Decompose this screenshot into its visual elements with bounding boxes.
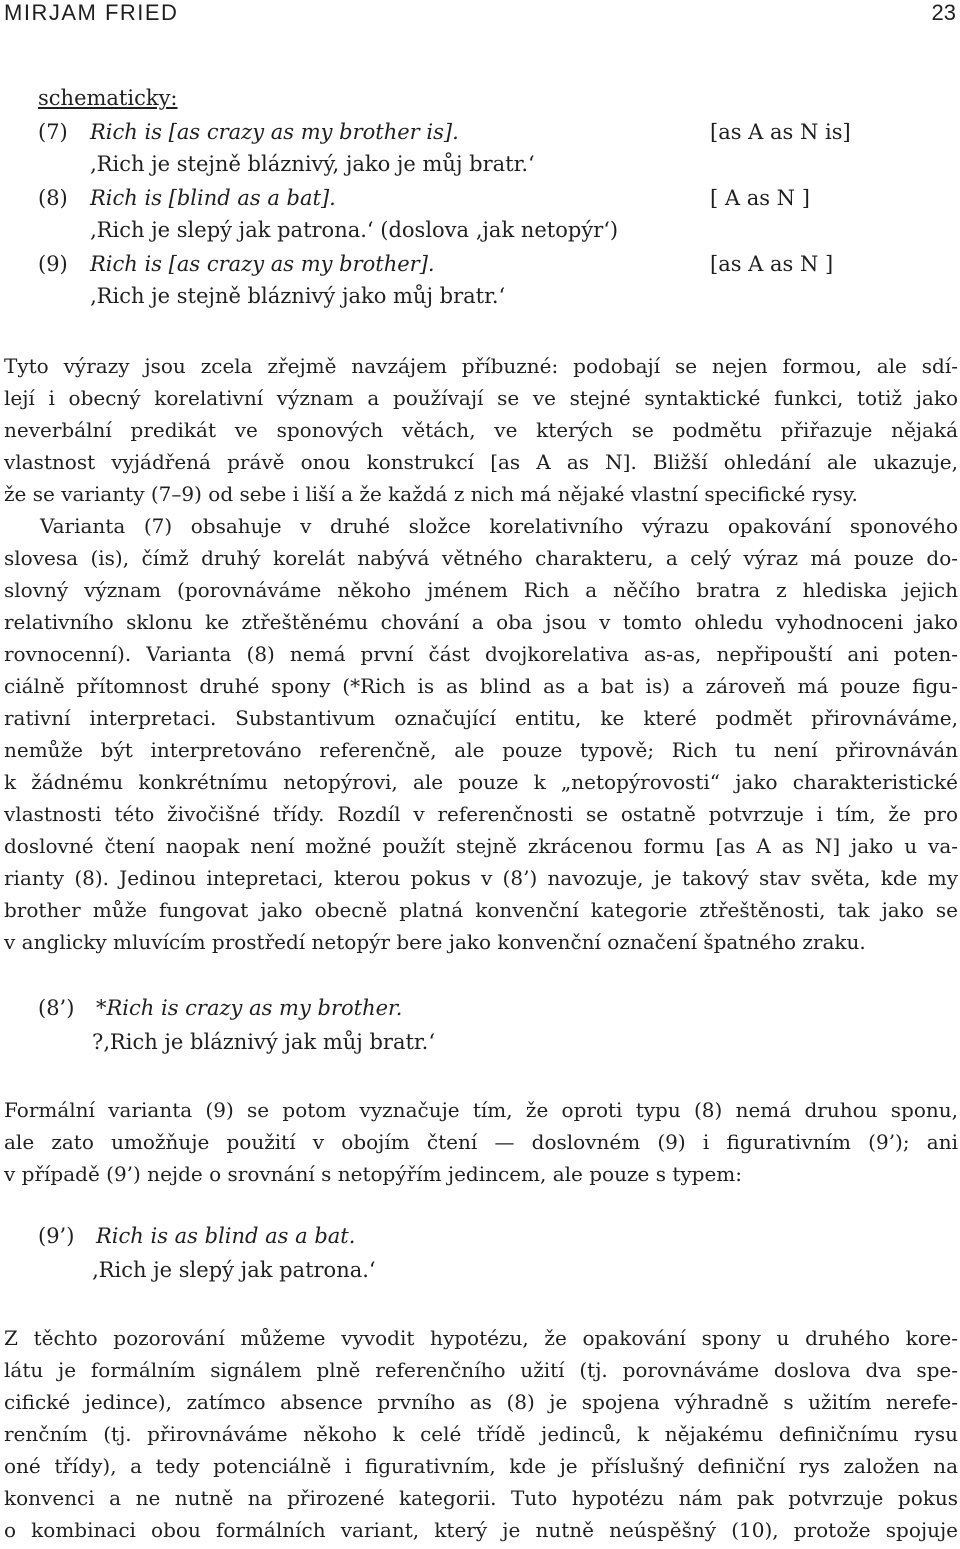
running-head-author: MIRJAM FRIED <box>4 0 179 25</box>
example-schema: [ A as N ] <box>710 186 810 210</box>
text-line: látu je formálním signálem plně referenčního užití (tj. porovnáváme doslova dva spe- <box>4 1358 958 1382</box>
example-translation: ‚Rich je slepý jak patrona.‘ (doslova ‚jak netopýr‘) <box>90 218 619 242</box>
example-source: *Rich is crazy as my brother. <box>96 996 403 1020</box>
example-translation: ?‚Rich je bláznivý jak můj bratr.‘ <box>92 1030 436 1054</box>
text-line: cifické jedince), zatímco absence prvního as (8) je spojena výhradně s užitím nerefe- <box>4 1390 958 1414</box>
text-line: rianty (8). Jedinou intepretaci, kterou pokus v (8’) navozuje, je takový stav světa, kde my <box>4 866 958 890</box>
text-line: Z těchto pozorování můžeme vyvodit hypotézu, že opakování spony u druhého kore- <box>4 1326 958 1350</box>
text-line: rativní interpretaci. Substantivum označující entitu, ke které podmět přirovnáváme, <box>4 706 958 730</box>
example-translation: ‚Rich je stejně bláznivý jako můj bratr.‘ <box>90 284 506 308</box>
text-line: o kombinaci obou formálních variant, který je nutně neúspěšný (10), protože spojuje <box>4 1518 958 1542</box>
text-line: že se varianty (7–9) od sebe i liší a že každá z nich má nějaké vlastní specifické rysy. <box>4 482 858 506</box>
text-line: slovesa (is), čímž druhý korelát nabývá větného charakteru, a celý výraz má pouze do- <box>4 546 958 570</box>
paragraph-1 <box>4 350 958 510</box>
example-number: (8) <box>38 186 68 210</box>
text-line: neverbální predikát ve sponových větách, ve kterých se podmětu přiřazuje nějaká <box>4 418 958 442</box>
text-line: doslovné čtení naopak není možné použít stejně zkrácenou formu [as A as N] jako u va- <box>4 834 958 858</box>
text-line: renčním (tj. přirovnáváme někoho k celé třídě jedinců, k nějakému definičnímu rysu <box>4 1422 958 1446</box>
text-line: vlastnosti této živočišné třídy. Rozdíl v referenčnosti se ostatně potvrzuje i tím, že pro <box>4 802 958 826</box>
text-line: oné třídy), a tedy potenciálně i figurativním, kde je příslušný definiční rys založen na <box>4 1454 958 1478</box>
text-line: k žádnému konkrétnímu netopýrovi, ale pouze k „netopýrovosti“ jako charakteristické <box>4 770 958 794</box>
example-source: Rich is [blind as a bat]. <box>90 186 336 210</box>
running-header <box>0 0 960 30</box>
text-line: brother může fungovat jako obecně platná konvenční kategorie ztřeštěnosti, tak jako se <box>4 898 958 922</box>
text-line: v anglicky mluvícím prostředí netopýr bere jako konvenční označení špatného zraku. <box>4 930 866 954</box>
example-number: (9) <box>38 252 68 276</box>
example-number: (7) <box>38 120 68 144</box>
example-number: (8’) <box>38 996 75 1020</box>
text-line: vlastnost vyjádřená právě onou konstrukcí [as A as N]. Bližší ohledání ale ukazuje, <box>4 450 958 474</box>
schema-label: schematicky: <box>38 86 178 110</box>
paragraph-4 <box>4 1322 958 1546</box>
example-source: Rich is as blind as a bat. <box>96 1224 356 1248</box>
example-translation: ‚Rich je slepý jak patrona.‘ <box>92 1258 376 1282</box>
text-line: Tyto výrazy jsou zcela zřejmě navzájem příbuzné: podobají se nejen formou, ale sdí- <box>4 354 958 378</box>
example-source: Rich is [as crazy as my brother]. <box>90 252 435 276</box>
example-schema: [as A as N ] <box>710 252 834 276</box>
example-source: Rich is [as crazy as my brother is]. <box>90 120 459 144</box>
text-line: nemůže být interpretováno referenčně, ale pouze typově; Rich tu není přirovnáván <box>4 738 958 762</box>
paragraph-3 <box>4 1094 958 1190</box>
example-schema: [as A as N is] <box>710 120 851 144</box>
text-line: Varianta (7) obsahuje v druhé složce korelativního výrazu opakování sponového <box>40 514 958 538</box>
text-line: Formální varianta (9) se potom vyznačuje tím, že oproti typu (8) nemá druhou sponu, <box>4 1098 958 1122</box>
example-number: (9’) <box>38 1224 75 1248</box>
text-line: ale zato umožňuje použití v obojím čtení — doslovném (9) i figurativním (9’); ani <box>4 1130 958 1154</box>
text-line: lejí i obecný korelativní význam a používají se ve stejné syntaktické funkci, totiž jako <box>4 386 958 410</box>
text-line: ciálně přítomnost druhé spony (*Rich is as blind as a bat is) a zároveň má pouze figu- <box>4 674 958 698</box>
example-translation: ‚Rich je stejně bláznivý, jako je můj bratr.‘ <box>90 152 535 176</box>
paragraph-2 <box>4 510 958 958</box>
text-line: konvenci a ne nutně na přirozené kategorii. Tuto hypotézu nám pak potvrzuje pokus <box>4 1486 958 1510</box>
text-line: relativního sklonu ke ztřeštěnému chování a oba jsou v tomto ohledu vyhodnoceni jako <box>4 610 958 634</box>
page-number: 23 <box>931 0 956 25</box>
text-line: rovnocenní). Varianta (8) nemá první část dvojkorelativa as-as, nepřipouští ani poten- <box>4 642 958 666</box>
text-line: slovný význam (porovnáváme někoho jménem Rich a něčího bratra z hlediska jejich <box>4 578 958 602</box>
text-line: v případě (9’) nejde o srovnání s netopýřím jedincem, ale pouze s typem: <box>4 1162 742 1186</box>
